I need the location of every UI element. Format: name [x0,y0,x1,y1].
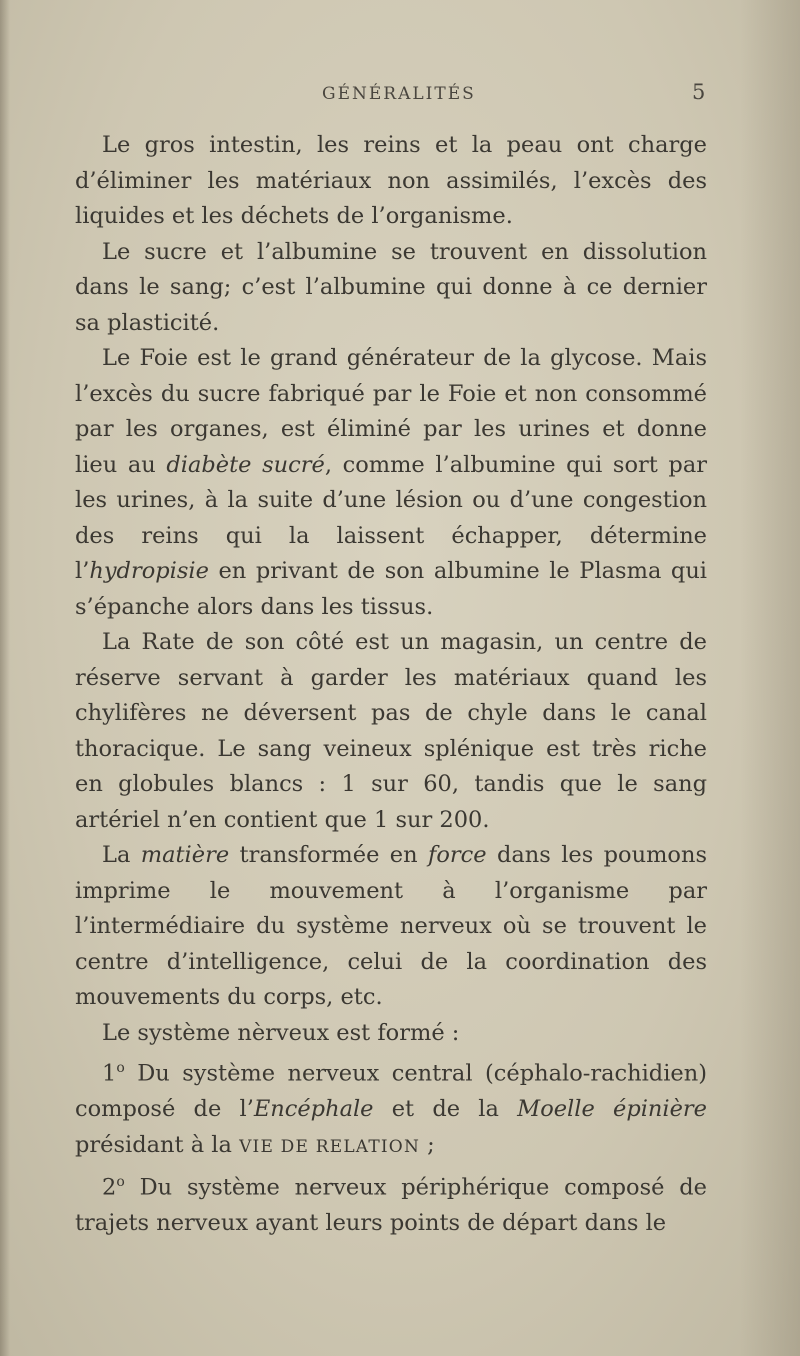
text-run: en privant de son albumine le Plasma qui s’épanche alors dans les tissus. [75,558,707,620]
paragraph [75,341,707,625]
paragraph [75,128,707,235]
page-edge-shadow [740,0,800,1356]
text-run: La Rate de son côté est un magasin, un centre de réserve servant à garder les matériaux quand les chylifères ne déversent pas de chyle dans le canal thoracique. Le sang veineux splénique est très riche en globules blancs : 1 sur 60, tandis que le sang artériel n’en contient que 1 sur 200. [75,629,707,833]
italic-run: diabète sucré [166,451,325,478]
italic-run: force [428,842,487,868]
page-number: 5 [692,80,706,104]
paragraph [75,838,707,1016]
text-run: La [102,842,141,868]
paragraph [75,1016,707,1052]
text-run: , comme l’albumine qui sort par les urines, à la suite d’une lésion ou d’une congestion des reins qui la laissent échapper, détermine l’ [75,451,707,584]
text-run: 1 [102,1060,117,1087]
text-run: Le sucre et l’albumine se trouvent en dissolution dans le sang; c’est l’albumine qui donne à ce dernier sa plasticité. [75,238,707,336]
paragraph [75,235,707,342]
text-run: Le gros intestin, les reins et la peau ont charge d’éliminer les matériaux non assimilés, l’excès des liquides et les déchets de l’organisme. [75,132,707,229]
italic-run: Encéphale [253,1096,374,1122]
text-run: Du système nerveux périphérique composé de trajets nerveux ayant leurs points de départ dans le [75,1174,707,1236]
paragraph [75,625,707,838]
small-caps-run: VIE DE RELATION [239,1136,421,1157]
text-run: Du système nerveux central (céphalo-rachidien) composé de l’ [75,1060,707,1122]
body-text [75,128,707,1242]
page-left-edge [0,0,10,1356]
text-run: présidant à la [75,1131,240,1158]
text-run: Le Foie est le grand générateur de la glycose. Mais l’excès du sucre fabriqué par le Foie et non consommé par les organes, est éliminé par les urines et donne lieu au [75,345,707,478]
ordinal-suffix: o [116,1174,125,1190]
text-run: dans les poumons imprime le mouvement à l’organisme par l’intermédiaire du système nerveux où se trouvent le centre d’intelligence, celui de la coordination des mouvements du corps, etc. [75,842,708,1010]
text-run: et de la [373,1096,518,1122]
text-run: Le système nèrveux est formé : [102,1019,460,1046]
italic-run: matière [140,842,230,868]
running-head [0,80,800,112]
text-run: transformée en [229,842,428,868]
text-run: ; [420,1131,435,1158]
italic-run: Moelle épinière [517,1096,707,1122]
italic-run: hydropisie [89,558,209,584]
paragraph [75,1165,707,1242]
ordinal-suffix: o [116,1060,125,1076]
text-run: 2 [102,1174,117,1201]
running-head-title: GÉNÉRALITÉS [322,84,476,104]
paragraph [75,1051,707,1165]
